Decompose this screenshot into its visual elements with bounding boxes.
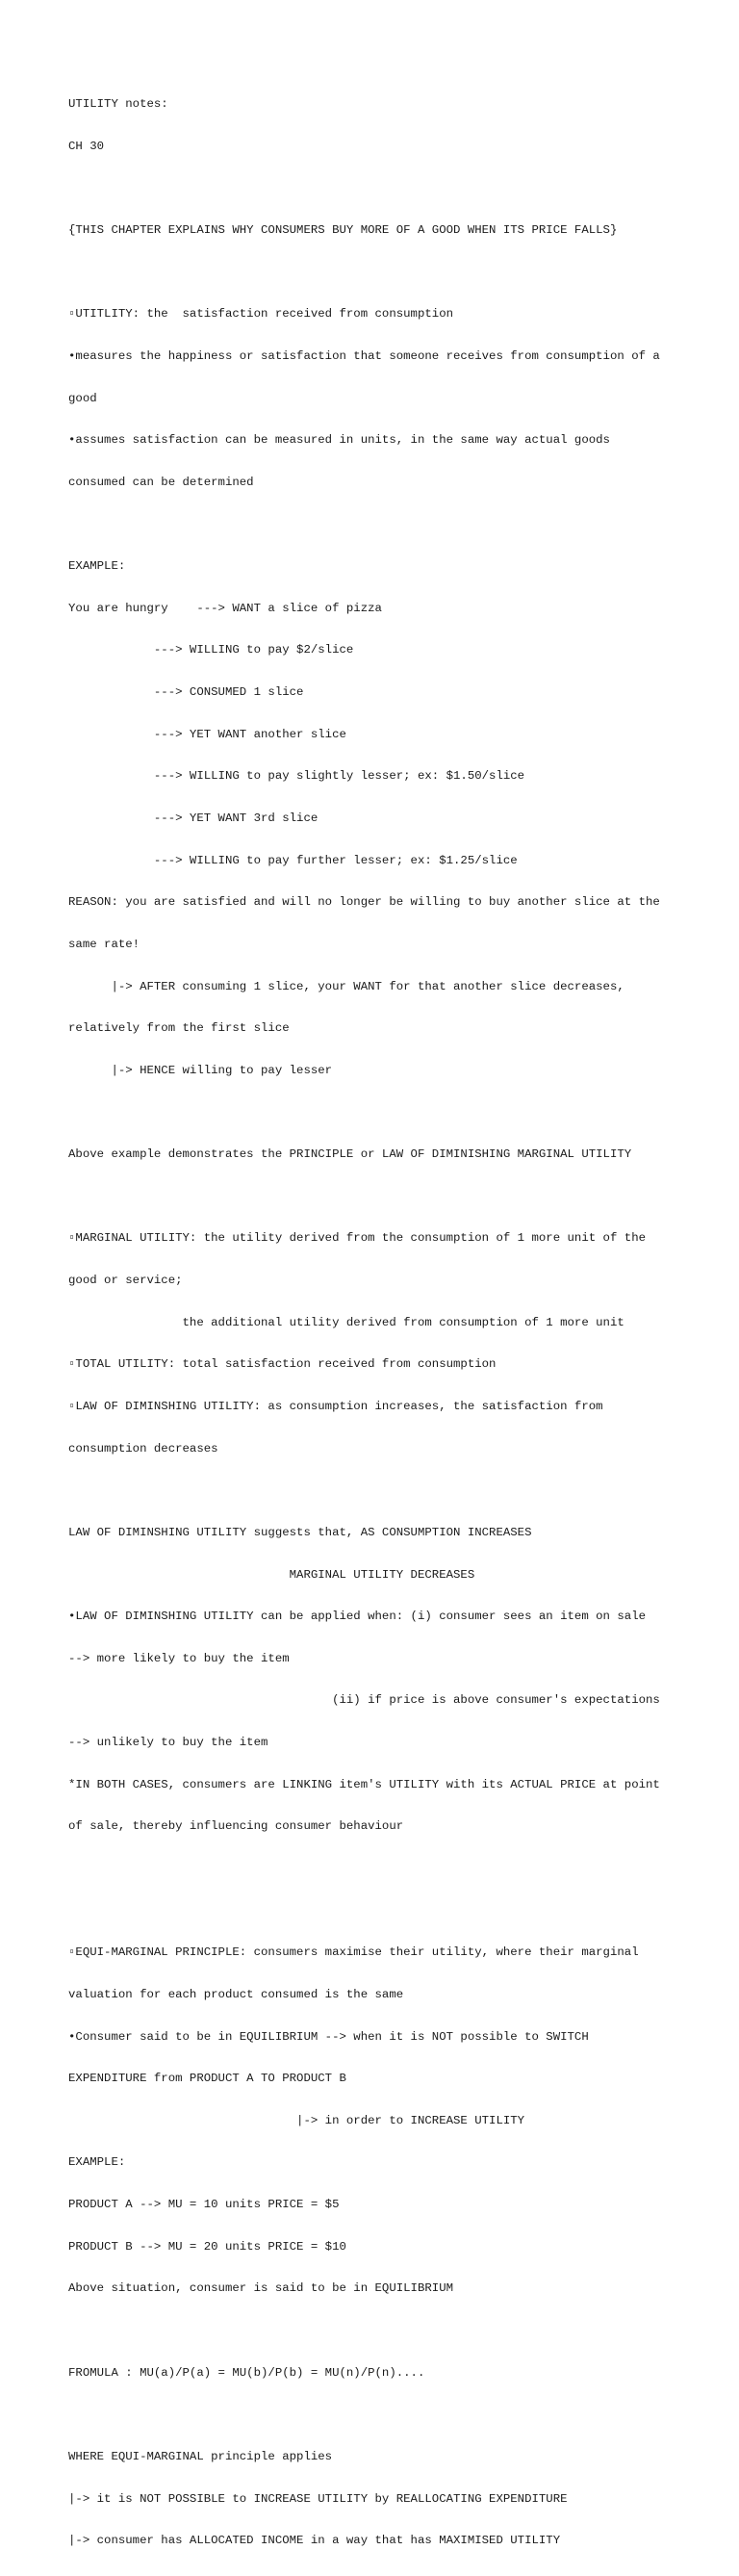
chapter-summary: {THIS CHAPTER EXPLAINS WHY CONSUMERS BUY MORE OF A GOOD WHEN ITS PRICE FALLS} xyxy=(68,223,618,238)
marginal-utility-def: ▫MARGINAL UTILITY: the utility derived from the consumption of 1 more unit of the xyxy=(68,1231,647,1246)
blank-line xyxy=(68,266,684,280)
applies-sub-1: |-> it is NOT POSSIBLE to INCREASE UTILITY by REALLOCATING EXPENDITURE xyxy=(68,2491,568,2506)
example-heading-2: EXAMPLE: xyxy=(68,2155,126,2170)
blank-line xyxy=(68,181,684,195)
law-def: ▫LAW OF DIMINSHING UTILITY: as consumption increases, the satisfaction from xyxy=(68,1399,603,1413)
example-line: ---> YET WANT another slice xyxy=(68,727,346,741)
formula-line: FROMULA : MU(a)/P(a) = MU(b)/P(b) = MU(n)/P(n).... xyxy=(68,2365,425,2380)
law-def-cont: consumption decreases xyxy=(68,1441,218,1455)
marginal-utility-def-alt: the additional utility derived from consumption of 1 more unit xyxy=(68,1315,624,1329)
blank-line xyxy=(68,2324,684,2338)
blank-line xyxy=(68,518,684,532)
law-suggests-cont: MARGINAL UTILITY DECREASES xyxy=(68,1567,475,1582)
equilibrium-bullet: •Consumer said to be in EQUILIBRIUM --> when it is NOT possible to SWITCH xyxy=(68,2029,589,2044)
marginal-utility-def-cont: good or service; xyxy=(68,1274,183,1288)
total-utility-def: ▫TOTAL UTILITY: total satisfaction received from consumption xyxy=(68,1357,497,1372)
example-line: ---> WILLING to pay further lesser; ex: $1.25/slice xyxy=(68,853,518,867)
blank-line xyxy=(68,1190,684,1204)
example-line: ---> CONSUMED 1 slice xyxy=(68,685,304,700)
blank-line xyxy=(68,1862,684,1876)
blank-line xyxy=(68,2408,684,2422)
utility-bullet-1: •measures the happiness or satisfaction that someone receives from consumption of a xyxy=(68,348,660,363)
product-a-line: PRODUCT A --> MU = 10 units PRICE = $5 xyxy=(68,2198,340,2212)
both-cases-note-cont: of sale, thereby influencing consumer behaviour xyxy=(68,1819,404,1834)
equilibrium-sub: |-> in order to INCREASE UTILITY xyxy=(68,2113,525,2127)
product-b-line: PRODUCT B --> MU = 20 units PRICE = $10 xyxy=(68,2239,346,2254)
reason-line-cont: same rate! xyxy=(68,937,140,951)
reason-sub-1: |-> AFTER consuming 1 slice, your WANT for that another slice decreases, xyxy=(68,979,624,993)
blank-line xyxy=(68,1483,684,1498)
example-line: You are hungry ---> WANT a slice of pizza xyxy=(68,601,382,615)
both-cases-note: *IN BOTH CASES, consumers are LINKING item's UTILITY with its ACTUAL PRICE at point xyxy=(68,1777,660,1791)
example-line: ---> YET WANT 3rd slice xyxy=(68,811,319,825)
principle-statement: Above example demonstrates the PRINCIPLE or LAW OF DIMINISHING MARGINAL UTILITY xyxy=(68,1147,632,1162)
law-application-ii-cont: --> unlikely to buy the item xyxy=(68,1736,268,1750)
law-application-ii: (ii) if price is above consumer's expectations xyxy=(68,1693,660,1708)
equi-marginal-def: ▫EQUI-MARGINAL PRINCIPLE: consumers maximise their utility, where their marginal xyxy=(68,1945,639,1960)
equi-marginal-def-cont: valuation for each product consumed is the same xyxy=(68,1987,404,2001)
example-line: ---> WILLING to pay slightly lesser; ex: $1.50/slice xyxy=(68,769,525,784)
law-application: •LAW OF DIMINSHING UTILITY can be applied when: (i) consumer sees an item on sale xyxy=(68,1610,647,1624)
blank-line xyxy=(68,1904,684,1919)
utility-bullet-2-cont: consumed can be determined xyxy=(68,475,254,489)
utility-bullet-1-cont: good xyxy=(68,391,97,405)
reason-line: REASON: you are satisfied and will no longer be willing to buy another slice at the xyxy=(68,895,660,910)
law-suggests: LAW OF DIMINSHING UTILITY suggests that, AS CONSUMPTION INCREASES xyxy=(68,1525,532,1539)
equilibrium-bullet-cont: EXPENDITURE from PRODUCT A TO PRODUCT B xyxy=(68,2072,346,2086)
applies-heading: WHERE EQUI-MARGINAL principle applies xyxy=(68,2449,333,2463)
example-line: ---> WILLING to pay $2/slice xyxy=(68,643,354,657)
reason-sub-2: |-> HENCE willing to pay lesser xyxy=(68,1063,333,1077)
doc-title: UTILITY notes: xyxy=(68,97,168,112)
law-application-cont: --> more likely to buy the item xyxy=(68,1651,290,1665)
example-heading: EXAMPLE: xyxy=(68,559,126,574)
notes-text xyxy=(68,69,684,2576)
utility-bullet-2: •assumes satisfaction can be measured in units, in the same way actual goods xyxy=(68,433,610,448)
utility-definition: ▫UTITLITY: the satisfaction received from consumption xyxy=(68,307,454,322)
equilibrium-statement: Above situation, consumer is said to be in EQUILIBRIUM xyxy=(68,2281,454,2296)
reason-sub-1-cont: relatively from the first slice xyxy=(68,1021,290,1036)
applies-sub-2: |-> consumer has ALLOCATED INCOME in a way that has MAXIMISED UTILITY xyxy=(68,2534,561,2548)
blank-line xyxy=(68,1105,684,1120)
chapter-label: CH 30 xyxy=(68,139,105,153)
